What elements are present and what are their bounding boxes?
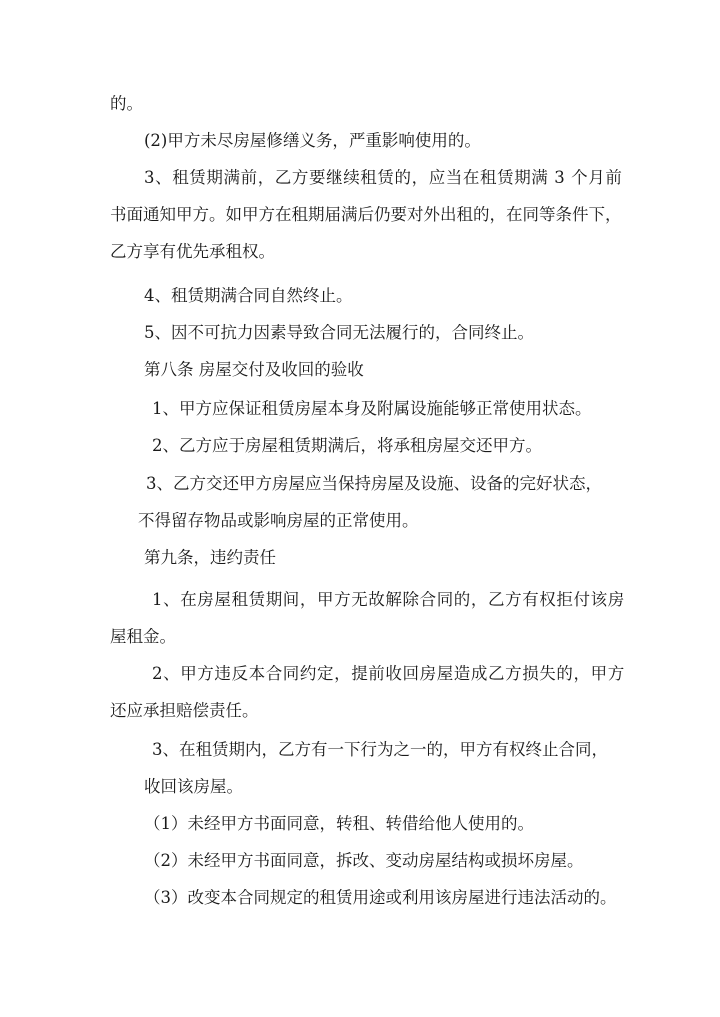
clause-9-point-1: 1、在房屋租赁期间，甲方无故解除合同的，乙方有权拒付该房 <box>152 590 625 609</box>
clause-9-point-3-cont: 收回该房屋。 <box>144 777 243 796</box>
clause-7-point-4: 4、租赁期满合同自然终止。 <box>144 286 353 305</box>
clause-9-heading: 第九条，违约责任 <box>144 548 276 567</box>
clause-9-item-3: （3）改变本合同规定的租赁用途或利用该房屋进行违法活动的。 <box>144 888 617 907</box>
clause-8-point-2: 2、乙方应于房屋租赁期满后，将承租房屋交还甲方。 <box>152 436 542 455</box>
clause-7-item-2: (2)甲方未尽房屋修缮义务，严重影响使用的。 <box>144 131 481 150</box>
clause-8-point-1: 1、甲方应保证租赁房屋本身及附属设施能够正常使用状态。 <box>152 399 592 418</box>
clause-7-point-3-cont: 书面通知甲方。如甲方在租期届满后仍要对外出租的，在同等条件下， <box>110 205 622 224</box>
clause-7-point-5: 5、因不可抗力因素导致合同无法履行的，合同终止。 <box>144 323 534 342</box>
clause-7-point-3: 3、租赁期满前，乙方要继续租赁的，应当在租赁期满 3 个月前 <box>144 168 623 187</box>
text-line: 的。 <box>110 94 143 113</box>
clause-9-point-2-cont: 还应承担赔偿责任。 <box>110 701 259 720</box>
clause-8-point-3-cont: 不得留存物品或影响房屋的正常使用。 <box>138 511 419 530</box>
clause-8-heading: 第八条 房屋交付及收回的验收 <box>144 360 364 379</box>
clause-7-point-3-cont2: 乙方享有优先承租权。 <box>110 242 275 261</box>
clause-9-point-2: 2、甲方违反本合同约定，提前收回房屋造成乙方损失的，甲方 <box>152 664 625 683</box>
clause-9-item-2: （2）未经甲方书面同意，拆改、变动房屋结构或损坏房屋。 <box>144 851 584 870</box>
clause-9-point-3: 3、在租赁期内，乙方有一下行为之一的，甲方有权终止合同， <box>152 740 608 759</box>
clause-8-point-3: 3、乙方交还甲方房屋应当保持房屋及设施、设备的完好状态， <box>146 474 602 493</box>
clause-9-item-1: （1）未经甲方书面同意，转租、转借给他人使用的。 <box>144 814 534 833</box>
clause-9-point-1-cont: 屋租金。 <box>110 627 176 646</box>
